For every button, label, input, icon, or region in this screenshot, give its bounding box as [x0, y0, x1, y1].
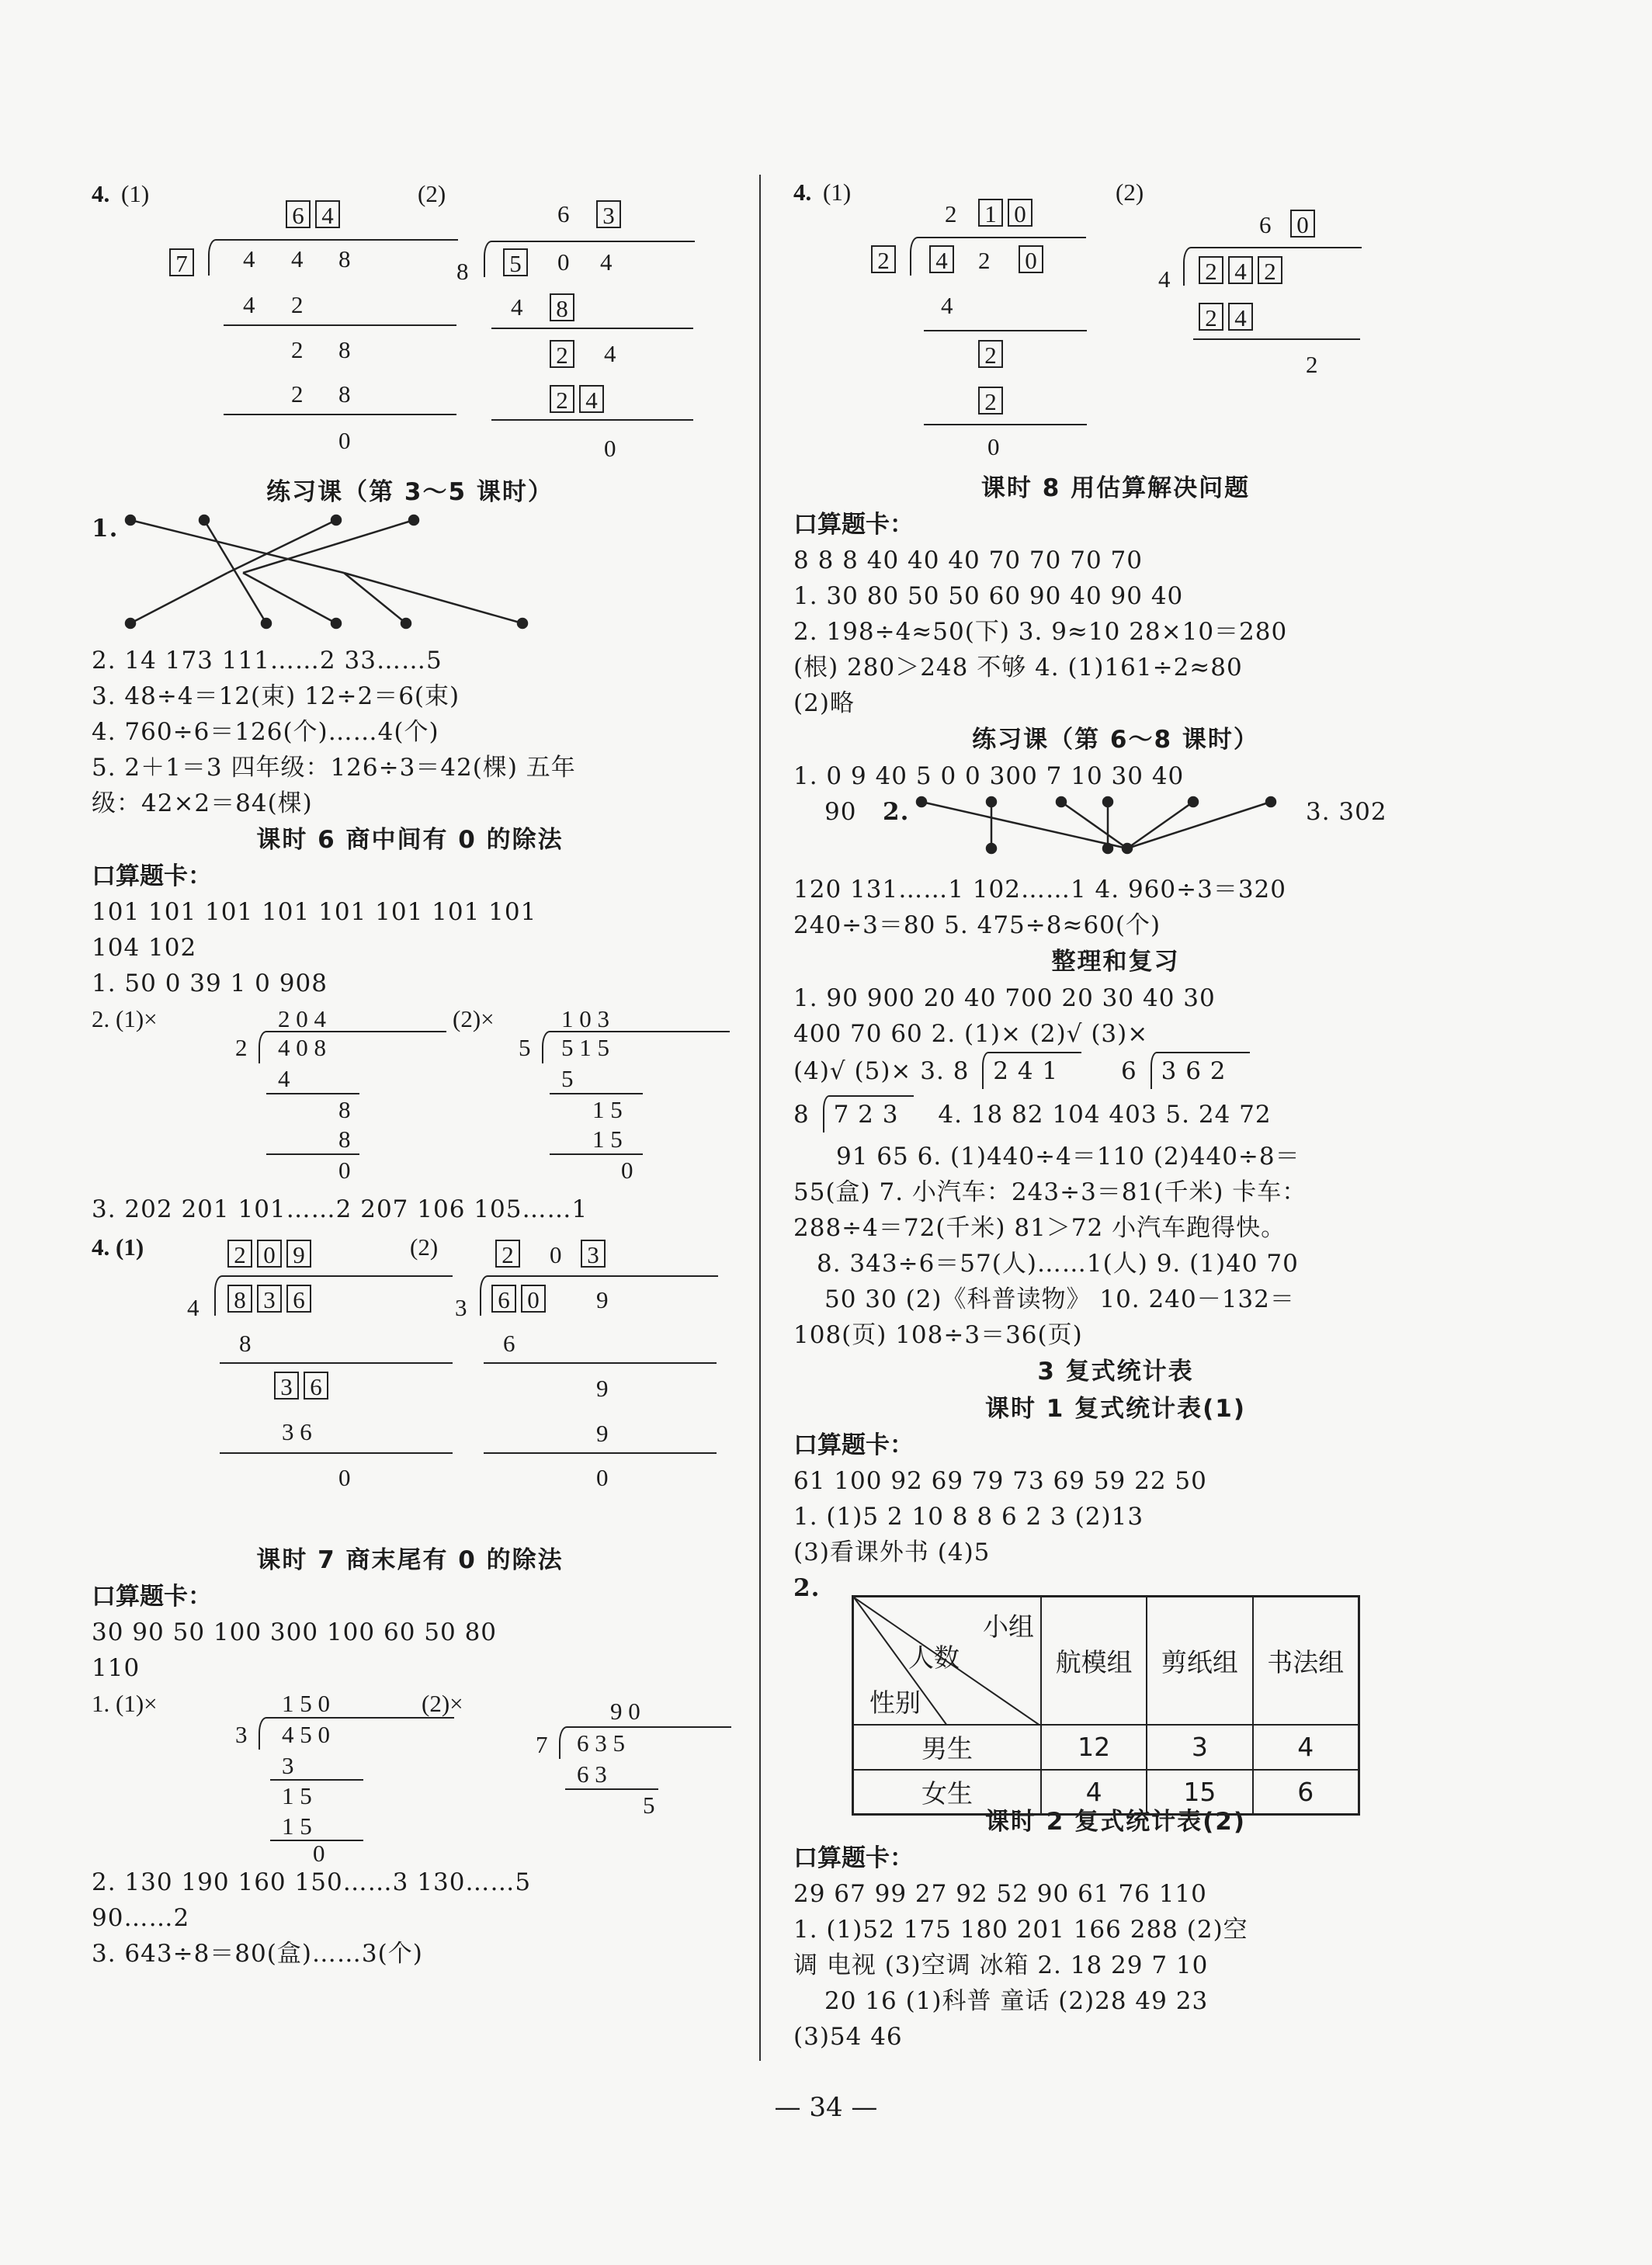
remainder: 0 [338, 427, 351, 454]
matching-diagram [92, 511, 728, 643]
table-cell: 12 [1041, 1725, 1147, 1770]
division-rule [565, 1788, 658, 1790]
step-digit: 4 [941, 292, 953, 319]
division-rule [224, 414, 456, 415]
divisor: 2 [235, 1034, 248, 1061]
division-rule [484, 1452, 717, 1454]
remainder: 0 [604, 435, 616, 462]
answer-line: 120 131……1 102……1 4. 960÷3＝320 [793, 876, 1286, 904]
step: 8 [550, 293, 579, 323]
dividend: 5 [503, 248, 533, 278]
oral-card-label: 口算题卡： [92, 1583, 212, 1611]
answer-line: 1. (1)5 2 10 8 8 6 2 3 (2)13 [793, 1503, 1144, 1531]
page-number: — 34 — [774, 2092, 878, 2123]
division-block-l6q2 [92, 1001, 728, 1191]
divisor: 4 [187, 1294, 200, 1321]
table-cell: 4 [1253, 1725, 1359, 1770]
remainder: 0 [338, 1464, 351, 1491]
answer-line: 1. 50 0 39 1 0 908 [92, 969, 328, 997]
step-digit: 5 [561, 1065, 574, 1092]
answer-line: 1. 30 80 50 50 60 90 40 90 40 [793, 582, 1184, 610]
header-group: 小组 [983, 1611, 1034, 1642]
answer-line: 8 8 8 40 40 40 70 70 70 70 [793, 546, 1143, 574]
answer-line: 1. (1)52 175 180 201 166 288 (2)空 [793, 1916, 1248, 1944]
section-heading: 练习课（第 3～5 课时） [266, 478, 554, 506]
step-digit: 4 [604, 340, 616, 367]
oral-card-label: 口算题卡： [92, 862, 212, 890]
division-rule [270, 1779, 363, 1781]
table-cell: 6 [1253, 1770, 1359, 1815]
compound-stat-table-block [793, 1570, 1438, 1809]
division-rule [220, 1362, 453, 1364]
answer-line [793, 1095, 1438, 1139]
answer-line: 调 电视 (3)空调 冰箱 2. 18 29 7 10 [793, 1951, 1209, 1979]
section-heading: 整理和复习 [1051, 948, 1180, 976]
section-heading: 练习课（第 6～8 课时） [972, 726, 1259, 754]
division-rule [266, 1153, 359, 1155]
dividend-digit: 4 [243, 245, 255, 272]
part-label: (2) [418, 180, 446, 207]
answer-line: 29 67 99 27 92 52 90 61 76 110 [793, 1880, 1207, 1908]
part-label: (2) [410, 1233, 439, 1261]
quotient: 6 4 [286, 200, 345, 230]
dividend-digit: 2 [978, 247, 991, 274]
step: 2 4 [1199, 303, 1258, 332]
row-label: 女生 [853, 1770, 1042, 1815]
oral-card-label: 口算题卡： [793, 1431, 914, 1459]
step-digit: 9 [596, 1375, 609, 1402]
division-rule [1193, 338, 1360, 340]
step-digit: 8 [338, 380, 351, 408]
division-dividend: 3 6 2 [1150, 1052, 1250, 1089]
part-label: (2) [1116, 179, 1144, 206]
divisor: 8 [456, 258, 469, 285]
divisor: 5 [519, 1034, 531, 1061]
part-label: 4. (1) [92, 1233, 144, 1261]
question-number: 2. [793, 1574, 821, 1602]
remainder: 2 [1306, 351, 1318, 378]
step-digit: 1 5 [592, 1126, 623, 1153]
division-rule [550, 1093, 643, 1094]
answer-text: 6 [1121, 1057, 1137, 1085]
lesson-heading: 课时 8 用估算解决问题 [980, 474, 1251, 502]
step-digit: 6 3 [577, 1760, 607, 1788]
answer-text: 4. 18 82 104 403 5. 24 72 [938, 1101, 1272, 1129]
dividend: 6 0 [491, 1285, 550, 1314]
remainder: 0 [338, 1157, 351, 1184]
dividend-digit: 8 [338, 245, 351, 272]
answer-line: 288÷4＝72(千米) 81＞72 小汽车跑得快。 [793, 1214, 1286, 1242]
quotient: 1 0 [978, 199, 1037, 228]
answer-line: 20 16 (1)科普 童话 (2)28 49 23 [824, 1987, 1209, 2015]
table-cell: 15 [1147, 1770, 1252, 1815]
answer-line: 110 [92, 1654, 141, 1682]
divisor: 4 [1158, 265, 1171, 293]
answer-line: 61 100 92 69 79 73 69 59 22 50 [793, 1467, 1207, 1495]
answer-line: 4. 760÷6＝126(个)……4(个) [92, 718, 439, 746]
dividend: 8 3 6 [227, 1285, 316, 1314]
division-rule [266, 1093, 359, 1094]
step: 3 6 [274, 1372, 333, 1401]
step-digit: 4 [243, 291, 255, 318]
answer-line: 55(盒) 7. 小汽车：243÷3＝81(千米) 卡车： [793, 1178, 1307, 1206]
lesson-heading: 课时 6 商中间有 0 的除法 [256, 826, 564, 854]
quotient: 2 [495, 1240, 525, 1269]
quotient: 9 0 [610, 1698, 640, 1725]
quotient-digit: 6 [1259, 211, 1272, 238]
lesson-heading: 课时 1 复式统计表(1) [984, 1395, 1247, 1423]
answer-text: 3. 302 [1306, 798, 1387, 826]
answer-line: 1. 0 9 40 5 0 0 300 7 10 30 40 [793, 762, 1185, 790]
division-rule [224, 324, 456, 326]
table-row [853, 1725, 1359, 1770]
step: 2 [978, 340, 1008, 369]
division-block-right-q4 [793, 171, 1438, 470]
division-block-l7q1 [92, 1686, 728, 1867]
question-number: 4. [793, 179, 812, 206]
dividend: 4 [929, 245, 959, 275]
judge-label: (2)× [422, 1690, 463, 1717]
judge-label: 2. (1)× [92, 1005, 158, 1032]
step-digit: 1 5 [282, 1782, 312, 1809]
answer-text: 8 [793, 1101, 810, 1129]
step-digit: 8 [338, 1126, 351, 1153]
division-rule [491, 419, 693, 421]
divisor: 7 [536, 1731, 548, 1758]
dividend-digit: 9 [596, 1286, 609, 1313]
dividend-digit: 0 [557, 248, 570, 276]
division-rule [924, 330, 1087, 331]
remainder: 5 [643, 1792, 655, 1819]
matching-lines [793, 794, 1290, 872]
division-dividend: 7 2 3 [823, 1095, 914, 1132]
answer-line: 3. 48÷4＝12(束) 12÷2＝6(束) [92, 682, 460, 710]
division-block-l6q4 [92, 1227, 728, 1534]
remainder: 0 [596, 1464, 609, 1491]
answer-line: (根) 280＞248 不够 4. (1)161÷2≈80 [793, 654, 1243, 682]
step: 2 4 [550, 385, 609, 414]
answer-line: 1. 90 900 20 40 700 20 30 40 30 [793, 984, 1216, 1012]
quotient: 1 5 0 [282, 1690, 330, 1717]
answer-line: 3. 202 201 101……2 207 106 105……1 [92, 1195, 588, 1223]
answer-line [793, 1052, 1438, 1095]
answer-line: (2)略 [793, 689, 855, 717]
left-column [92, 171, 728, 1972]
quotient: 2 0 9 [227, 1240, 316, 1269]
compound-stat-table [852, 1595, 1360, 1816]
part-label: (1) [121, 180, 150, 207]
answer-line: 90……2 [92, 1904, 190, 1932]
division-rule [491, 328, 693, 329]
question-number: 4. [92, 180, 110, 207]
step-digit: 8 [338, 1096, 351, 1123]
quotient: 0 [1290, 210, 1320, 239]
division-rule [924, 424, 1087, 425]
answer-text: 90 [824, 798, 857, 826]
column-divider [759, 175, 761, 2061]
row-label: 男生 [853, 1725, 1042, 1770]
answer-line: 240÷3＝80 5. 475÷8≈60(个) [793, 911, 1161, 939]
judge-label: 1. (1)× [92, 1690, 158, 1717]
division-block-q4 [92, 171, 728, 473]
division-rule [484, 1362, 717, 1364]
quotient: 3 [596, 200, 626, 230]
remainder: 0 [987, 433, 1000, 460]
step: 2 [978, 387, 1008, 416]
quotient: 1 0 3 [561, 1005, 609, 1032]
quotient-digit: 0 [550, 1241, 562, 1268]
answer-line: 2. 130 190 160 150……3 130……5 [92, 1868, 532, 1896]
step-digit: 1 5 [282, 1812, 312, 1840]
dividend: 4 0 8 [278, 1034, 326, 1061]
dividend: 5 1 5 [561, 1034, 609, 1061]
dividend: 0 [1019, 245, 1048, 275]
step-digit: 6 [503, 1330, 515, 1357]
divisor: 3 [455, 1294, 467, 1321]
answer-line: 101 101 101 101 101 101 101 101 [92, 898, 537, 926]
column-header: 航模组 [1041, 1597, 1147, 1725]
answer-line: 3. 643÷8＝80(盒)……3(个) [92, 1940, 423, 1968]
answer-line: 5. 2＋1＝3 四年级：126÷3＝42(棵) 五年 [92, 754, 576, 782]
column-header: 书法组 [1253, 1597, 1359, 1725]
divisor: 7 [169, 248, 199, 278]
quotient: 3 [581, 1240, 610, 1269]
answer-line: 400 70 60 2. (1)× (2)√ (3)× [793, 1020, 1149, 1048]
lesson-heading: 课时 7 商末尾有 0 的除法 [256, 1546, 564, 1574]
answer-line: 104 102 [92, 934, 197, 962]
answer-text: (4)√ (5)× 3. 8 [793, 1057, 970, 1085]
step-digit: 1 5 [592, 1096, 623, 1123]
division-rule [220, 1452, 453, 1454]
oral-card-label: 口算题卡： [793, 511, 914, 539]
answer-line: 2. 198÷4≈50(下) 3. 9≈10 28×10＝280 [793, 618, 1288, 646]
quotient-digit: 6 [557, 200, 570, 227]
answer-line: 91 65 6. (1)440÷4＝110 (2)440÷8＝ [836, 1143, 1300, 1171]
answer-line: (3)看课外书 (4)5 [793, 1538, 991, 1566]
division-dividend: 2 4 1 [982, 1052, 1081, 1089]
judge-label: (2)× [453, 1005, 495, 1032]
table-row [853, 1770, 1359, 1815]
answer-line: 2. 14 173 111……2 33……5 [92, 647, 442, 675]
step: 2 [550, 340, 579, 369]
lesson-heading: 课时 2 复式统计表(2) [984, 1808, 1247, 1836]
step-digit: 8 [338, 336, 351, 363]
dividend: 2 4 2 [1199, 256, 1287, 286]
answer-line: 级：42×2＝84(棵) [92, 789, 313, 817]
divisor: 2 [871, 245, 901, 275]
answer-line: 50 30 (2)《科普读物》 10. 240－132＝ [824, 1285, 1295, 1313]
column-header: 剪纸组 [1147, 1597, 1252, 1725]
oral-card-label: 口算题卡： [793, 1844, 914, 1872]
step-digit: 2 [291, 291, 304, 318]
table-cell: 3 [1147, 1725, 1252, 1770]
step-digit: 8 [239, 1330, 252, 1357]
diagonal-header-cell [853, 1597, 1042, 1725]
right-column [793, 171, 1438, 2055]
step-digit: 4 [511, 293, 523, 321]
step-digit: 3 6 [282, 1418, 312, 1445]
step-digit: 4 [278, 1065, 290, 1092]
answer-line: (3)54 46 [793, 2023, 903, 2051]
question-number: 1. [92, 515, 119, 543]
header-count: 人数 [908, 1642, 960, 1673]
dividend: 4 5 0 [282, 1721, 330, 1748]
matching-row [793, 794, 1438, 872]
division-rule [550, 1153, 643, 1155]
quotient: 2 0 4 [278, 1005, 326, 1032]
dividend: 6 3 5 [577, 1729, 625, 1757]
remainder: 0 [621, 1157, 633, 1184]
dividend-digit: 4 [600, 248, 613, 276]
answer-line: 30 90 50 100 300 100 60 50 80 [92, 1618, 498, 1646]
header-gender: 性别 [869, 1687, 921, 1718]
dividend-digit: 4 [291, 245, 304, 272]
table-cell: 4 [1041, 1770, 1147, 1815]
remainder: 0 [313, 1840, 325, 1867]
answer-line: 108(页) 108÷3＝36(页) [793, 1321, 1083, 1349]
step-digit: 9 [596, 1420, 609, 1447]
matching-lines [92, 511, 728, 643]
part-label: (1) [823, 179, 852, 206]
quotient-digit: 2 [945, 200, 957, 227]
answer-line: 8. 343÷6＝57(人)……1(人) 9. (1)40 70 [817, 1250, 1299, 1278]
divisor: 3 [235, 1721, 248, 1748]
question-number: 2. [883, 798, 910, 826]
step-digit: 3 [282, 1752, 294, 1779]
step-digit: 2 [291, 336, 304, 363]
unit-heading: 3 复式统计表 [1037, 1358, 1194, 1386]
step-digit: 2 [291, 380, 304, 408]
